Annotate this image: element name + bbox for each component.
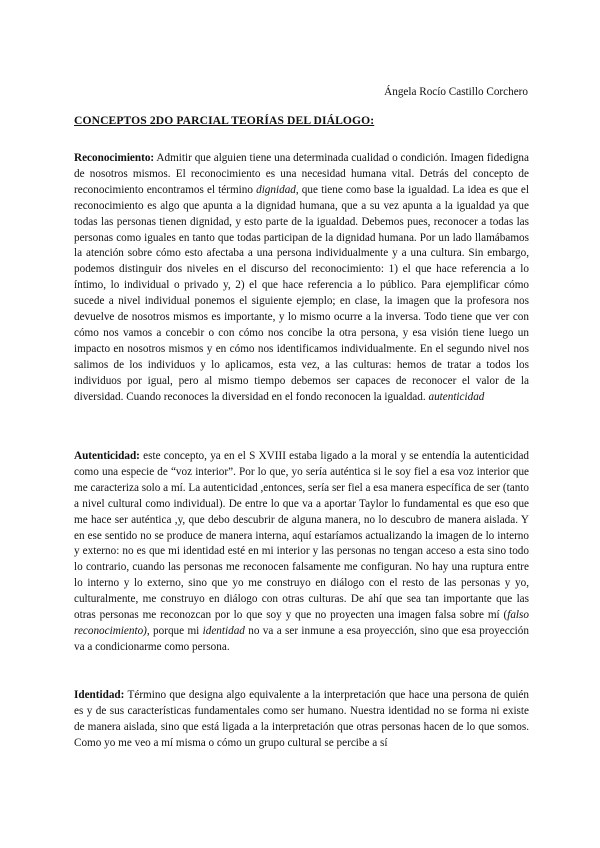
term-heading: Reconocimiento: (74, 152, 155, 164)
italic-term: falso reconocimiento) (74, 609, 529, 637)
paragraph-reconocimiento (74, 151, 529, 406)
paragraph-text: no va a ser inmune a esa proyección, sino que esa proyección va a condicionarme como persona. (74, 624, 529, 653)
author-name: Ángela Rocío Castillo Corchero (384, 86, 528, 98)
italic-term: autenticidad (428, 390, 485, 403)
paragraph-text: , que tiene como base la igualdad. La idea es que el reconocimiento es algo que apunta a la dignidad humana, que a su vez apunta a la igualdad ya que todas las personas tienen dignidad, y esto parte de la igualdad. Debemos pues, reconocer a todas las personas como iguales en tanto que todas participan de la dignidad humana. Por un lado llamábamos la atención sobre cómo esto afectaba a una persona individualmente y a una cultura. Sin embargo, podemos distinguir dos niveles en el discurso del reconocimiento: 1) el que hace referencia a lo íntimo, lo individual o privado y, 2) el que hace referencia a lo público. Para ejemplificar cómo sucede a nivel individual ponemos el siguiente ejemplo; en clase, la imagen que la profesora nos devuelve de nosotros mismos es importante, y lo mismo ocurre a la inversa. Todo tiene que ver con cómo nos vamos a concebir o con cómo nos concibe la otra persona, y esa visión tiene luego un impacto en nosotros mismos y en cómo nos identificamos individualmente. En el segundo nivel nos salimos de los individuos y lo aplicamos, esta vez, a las culturas: hemos de tratar a todos los individuos por igual, pero al mismo tiempo debemos ser capaces de reconocer el valor de la diversidad. Cuando reconoces la diversidad en el fondo reconocen la igualdad. (74, 183, 530, 403)
paragraph-text: este concepto, ya en el S XVIII estaba ligado a la moral y se entendía la autenticidad como una especie de “voz interior”. Por lo que, yo sería auténtica si le soy fiel a esa voz interior que me caracteriza solo a mí. La autenticidad ,entonces, sería ser fiel a esa manera específica de ser (tanto a nivel cultural como individual). De entre lo que va a aportar Taylor lo fundamental es que eso que me hace ser auténtica ,y, que debo descubrir de alguna manera, no lo descubro de manera aislada. Y en ese sentido no se produce de manera interna, aquí estaríamos actualizando la imagen de lo interno y externo: no es que mi identidad esté en mi interior y las personas no tengan acceso a esta sino todo lo contrario, cuando las personas me reconocen falsamente me configuran. No hay una ruptura entre lo interno y lo externo, sino que yo me construyo en diálogo con el resto de las personas y yo, culturalmente, me construyo en diálogo con otras culturas. De ahí que sea tan importante que las otras personas me reconozcan por lo que soy y que no proyecten una imagen falsa sobre mí ( (74, 450, 529, 622)
paragraph-autenticidad (74, 449, 529, 656)
term-heading: Autenticidad: (74, 450, 140, 462)
italic-term: dignidad (256, 183, 296, 196)
paragraph-text: , porque mi (146, 624, 203, 637)
document-title: CONCEPTOS 2DO PARCIAL TEORÍAS DEL DIÁLOGO: (74, 114, 375, 127)
term-heading: Identidad: (74, 689, 125, 701)
paragraph-text: Admitir que alguien tiene una determinada cualidad o condición. Imagen fidedigna de nosotros mismos. El reconocimiento es una necesidad humana vital. Detrás del concepto de reconocimiento encontramos el término (74, 152, 529, 196)
italic-term: identidad (202, 624, 245, 637)
paragraph-identidad (74, 688, 529, 752)
paragraph-text: Término que designa algo equivalente a la interpretación que hace una persona de quién es y de sus características fundamentales como ser humano. Nuestra identidad no se forma ni existe de manera aislada, sino que está ligada a la interpretación que otras personas hacen de lo que somos. Como yo me veo a mí misma o cómo un grupo cultural se percibe a sí (74, 689, 529, 749)
